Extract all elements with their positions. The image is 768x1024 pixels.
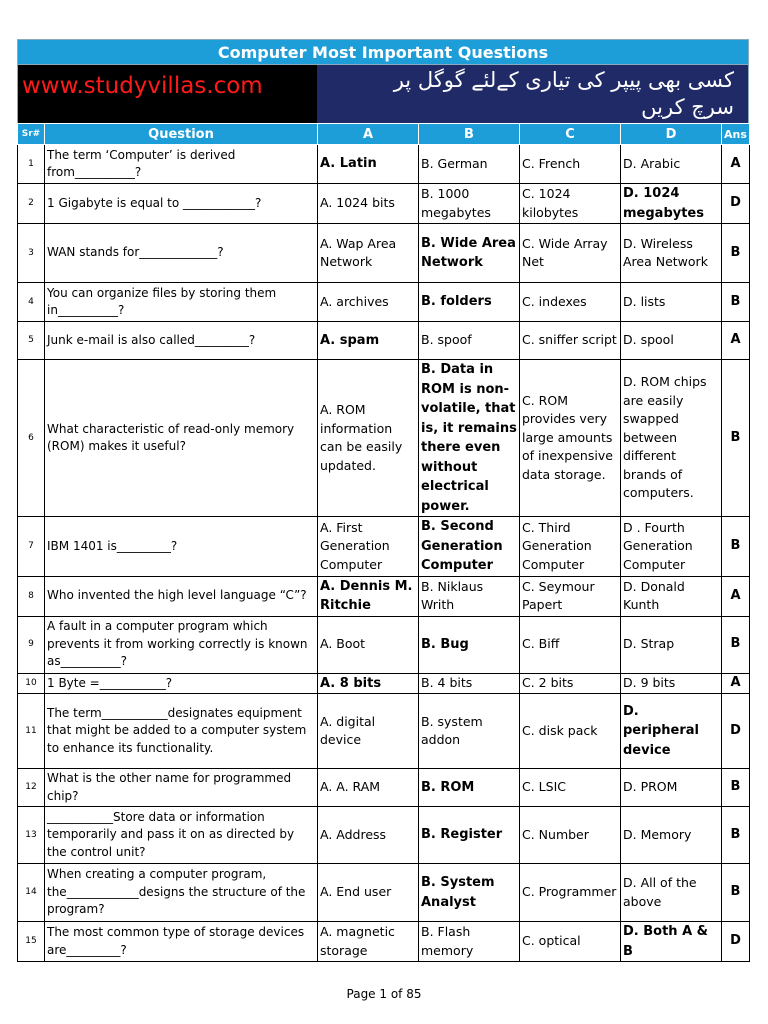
table-row: [18, 145, 750, 184]
answer-key: D: [722, 184, 750, 224]
option-d: D. All of the above: [621, 864, 722, 922]
question-text: When creating a computer program, the____________designs the structure of the program?: [45, 864, 318, 922]
option-b: B. Flash memory: [419, 922, 520, 962]
option-d: D. lists: [621, 283, 722, 322]
urdu-line-1: کسی بھی پیپر کی تیاری کےلئے گوگل پر: [393, 68, 734, 92]
option-c: C. disk pack: [520, 694, 621, 769]
website-label[interactable]: www.studyvillas.com: [18, 65, 317, 123]
table-header-row: [18, 124, 750, 145]
table-body: [18, 145, 750, 962]
option-c: C. Third Generation Computer: [520, 517, 621, 577]
answer-key: B: [722, 807, 750, 864]
option-a: A. spam: [318, 322, 419, 360]
option-a: A. End user: [318, 864, 419, 922]
table-row: [18, 673, 750, 694]
option-c: C. Number: [520, 807, 621, 864]
option-b: B. 4 bits: [419, 673, 520, 694]
row-number: 10: [18, 673, 45, 694]
question-text: What is the other name for programmed chip?: [45, 769, 318, 807]
row-number: 1: [18, 145, 45, 184]
question-text: You can organize files by storing them in__________?: [45, 283, 318, 322]
questions-table: [17, 123, 750, 962]
answer-key: A: [722, 673, 750, 694]
answer-key: B: [722, 616, 750, 673]
row-number: 2: [18, 184, 45, 224]
option-a: A. ROM information can be easily updated.: [318, 360, 419, 517]
option-a: A. First Generation Computer: [318, 517, 419, 577]
row-number: 15: [18, 922, 45, 962]
row-number: 11: [18, 694, 45, 769]
table-row: [18, 922, 750, 962]
row-number: 13: [18, 807, 45, 864]
banner: [17, 65, 749, 123]
question-text: ___________Store data or information temporarily and pass it on as directed by the control unit?: [45, 807, 318, 864]
row-number: 3: [18, 224, 45, 283]
answer-key: B: [722, 283, 750, 322]
question-text: The most common type of storage devices are_________?: [45, 922, 318, 962]
option-b: B. ROM: [419, 769, 520, 807]
option-c: C. Wide Array Net: [520, 224, 621, 283]
option-b: B. Register: [419, 807, 520, 864]
answer-key: B: [722, 360, 750, 517]
header-a: A: [318, 124, 419, 145]
urdu-banner: [317, 65, 748, 123]
answer-key: B: [722, 224, 750, 283]
option-b: B. Wide Area Network: [419, 224, 520, 283]
option-b: B. Niklaus Writh: [419, 576, 520, 616]
option-b: B. system addon: [419, 694, 520, 769]
option-c: C. Biff: [520, 616, 621, 673]
row-number: 7: [18, 517, 45, 577]
question-text: A fault in a computer program which prevents it from working correctly is known as__________?: [45, 616, 318, 673]
row-number: 9: [18, 616, 45, 673]
option-c: C. French: [520, 145, 621, 184]
header-sr: Sr#: [18, 124, 45, 145]
row-number: 8: [18, 576, 45, 616]
option-c: C. LSIC: [520, 769, 621, 807]
answer-key: D: [722, 694, 750, 769]
question-text: Junk e-mail is also called_________?: [45, 322, 318, 360]
option-c: C. 2 bits: [520, 673, 621, 694]
option-d: D . Fourth Generation Computer: [621, 517, 722, 577]
question-text: WAN stands for_____________?: [45, 224, 318, 283]
option-a: A. archives: [318, 283, 419, 322]
question-text: What characteristic of read-only memory (ROM) makes it useful?: [45, 360, 318, 517]
table-row: [18, 224, 750, 283]
option-b: B. 1000 megabytes: [419, 184, 520, 224]
option-a: A. Dennis M. Ritchie: [318, 576, 419, 616]
option-c: C. Seymour Papert: [520, 576, 621, 616]
question-text: The term ‘Computer’ is derived from__________?: [45, 145, 318, 184]
answer-key: A: [722, 576, 750, 616]
question-text: IBM 1401 is_________?: [45, 517, 318, 577]
option-a: A. digital device: [318, 694, 419, 769]
table-row: [18, 769, 750, 807]
option-b: B. Bug: [419, 616, 520, 673]
option-a: A. 1024 bits: [318, 184, 419, 224]
question-sheet: [17, 39, 749, 962]
header-d: D: [621, 124, 722, 145]
answer-key: B: [722, 517, 750, 577]
option-a: A. 8 bits: [318, 673, 419, 694]
urdu-line-2: سرچ کریں: [641, 95, 734, 119]
row-number: 4: [18, 283, 45, 322]
question-text: Who invented the high level language “C”?: [45, 576, 318, 616]
option-d: D. ROM chips are easily swapped between different brands of computers.: [621, 360, 722, 517]
answer-key: B: [722, 864, 750, 922]
option-c: C. Programmer: [520, 864, 621, 922]
table-row: [18, 576, 750, 616]
option-c: C. optical: [520, 922, 621, 962]
option-b: B. folders: [419, 283, 520, 322]
option-c: C. sniffer script: [520, 322, 621, 360]
option-d: D. Memory: [621, 807, 722, 864]
table-row: [18, 694, 750, 769]
table-row: [18, 616, 750, 673]
answer-key: A: [722, 322, 750, 360]
option-a: A. Wap Area Network: [318, 224, 419, 283]
option-d: D. spool: [621, 322, 722, 360]
header-c: C: [520, 124, 621, 145]
answer-key: A: [722, 145, 750, 184]
answer-key: B: [722, 769, 750, 807]
question-text: 1 Byte =___________?: [45, 673, 318, 694]
option-d: D. Wireless Area Network: [621, 224, 722, 283]
page-footer: Page 1 of 85: [346, 987, 422, 1001]
option-b: B. System Analyst: [419, 864, 520, 922]
option-c: C. ROM provides very large amounts of inexpensive data storage.: [520, 360, 621, 517]
row-number: 6: [18, 360, 45, 517]
option-a: A. Latin: [318, 145, 419, 184]
sheet-title: Computer Most Important Questions: [17, 39, 749, 65]
option-a: A. A. RAM: [318, 769, 419, 807]
header-ans: Ans: [722, 124, 750, 145]
header-b: B: [419, 124, 520, 145]
header-question: Question: [45, 124, 318, 145]
option-d: D. peripheral device: [621, 694, 722, 769]
option-d: D. PROM: [621, 769, 722, 807]
table-row: [18, 283, 750, 322]
option-b: B. Second Generation Computer: [419, 517, 520, 577]
table-row: [18, 517, 750, 577]
option-d: D. 9 bits: [621, 673, 722, 694]
option-c: C. indexes: [520, 283, 621, 322]
option-d: D. 1024 megabytes: [621, 184, 722, 224]
option-d: D. Donald Kunth: [621, 576, 722, 616]
option-a: A. magnetic storage: [318, 922, 419, 962]
option-b: B. Data in ROM is non-volatile, that is, it remains there even without electrical power.: [419, 360, 520, 517]
option-a: A. Boot: [318, 616, 419, 673]
option-b: B. spoof: [419, 322, 520, 360]
option-c: C. 1024 kilobytes: [520, 184, 621, 224]
table-row: [18, 322, 750, 360]
table-row: [18, 360, 750, 517]
table-row: [18, 184, 750, 224]
row-number: 14: [18, 864, 45, 922]
table-row: [18, 807, 750, 864]
question-text: 1 Gigabyte is equal to ____________?: [45, 184, 318, 224]
question-text: The term___________designates equipment that might be added to a computer system to enhance its functionality.: [45, 694, 318, 769]
option-b: B. German: [419, 145, 520, 184]
option-a: A. Address: [318, 807, 419, 864]
row-number: 12: [18, 769, 45, 807]
option-d: D. Strap: [621, 616, 722, 673]
answer-key: D: [722, 922, 750, 962]
option-d: D. Arabic: [621, 145, 722, 184]
option-d: D. Both A & B: [621, 922, 722, 962]
row-number: 5: [18, 322, 45, 360]
table-row: [18, 864, 750, 922]
